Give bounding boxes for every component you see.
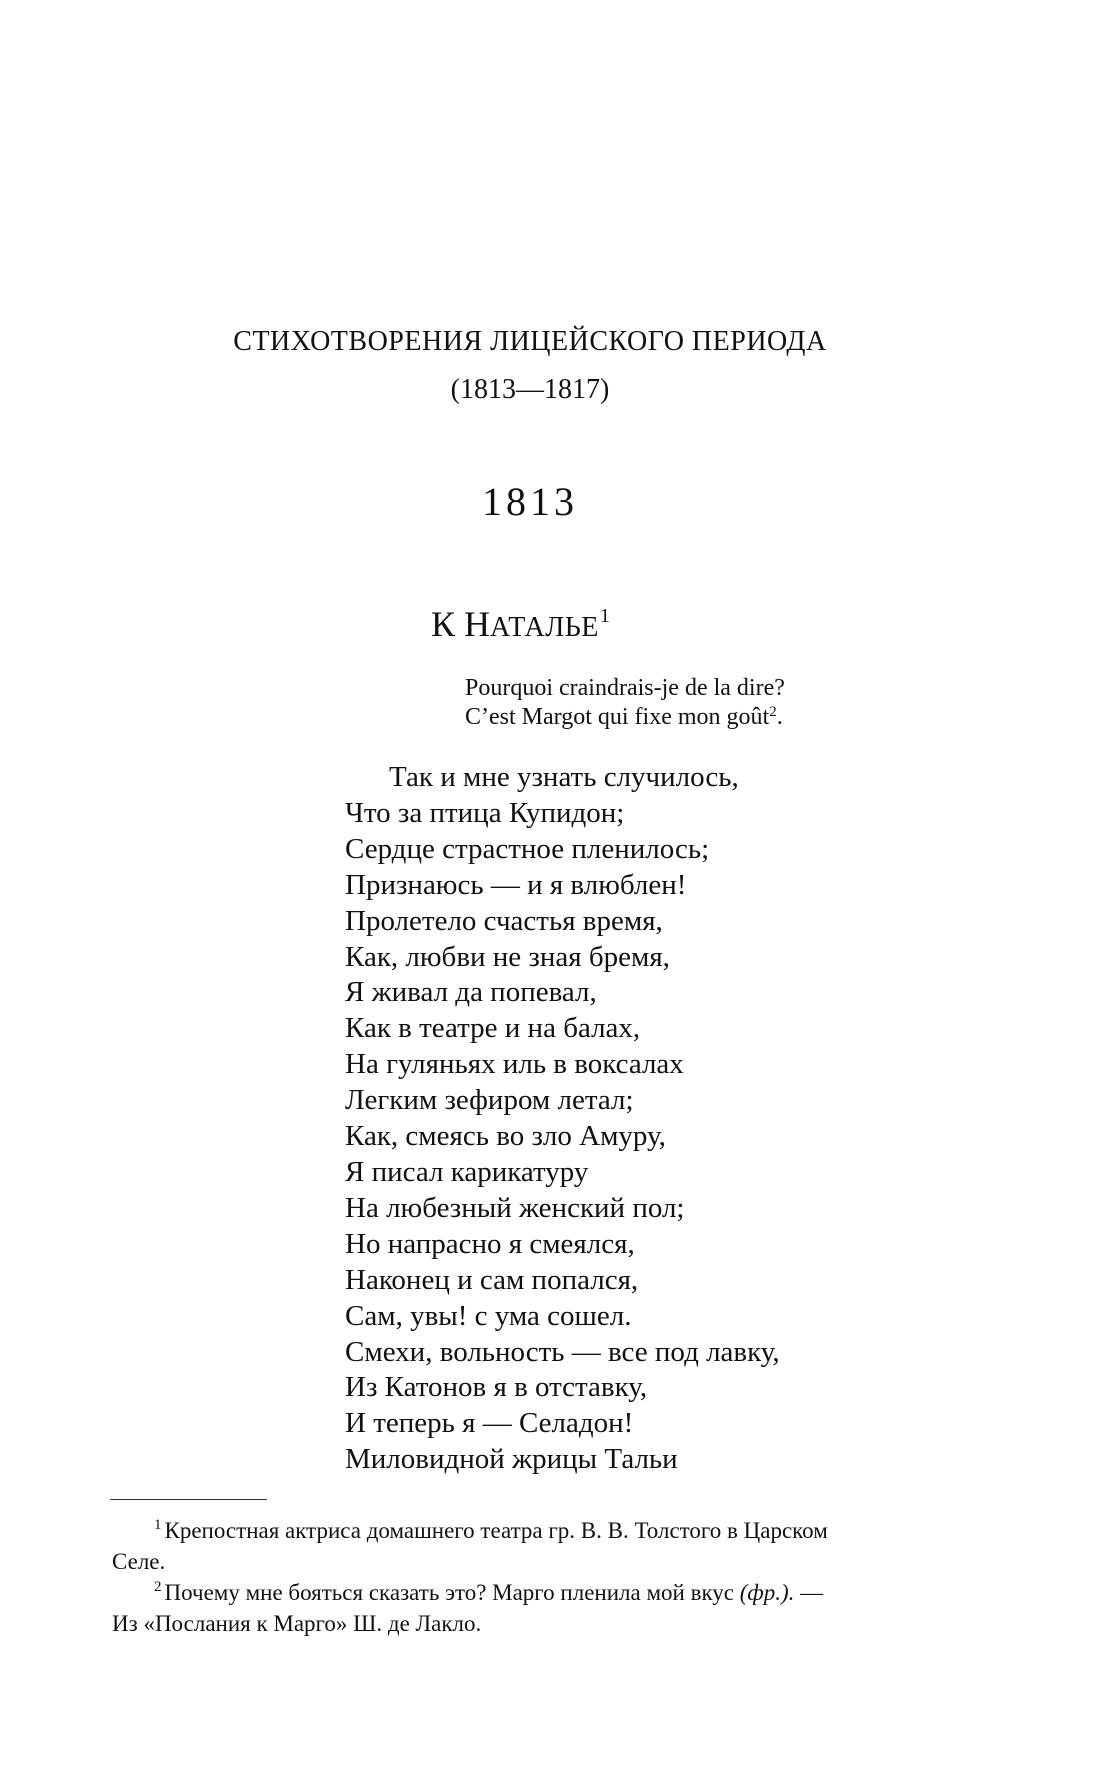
poem-line: На любезный женский пол; bbox=[345, 1191, 685, 1224]
poem-line: И теперь я — Селадон! bbox=[345, 1407, 634, 1440]
footnote-1-line-1 bbox=[112, 1515, 952, 1546]
poem-title-rest: АТАЛЬЕ bbox=[490, 612, 599, 643]
poem-title bbox=[431, 606, 610, 642]
footnote-1-number: 1 bbox=[154, 1517, 162, 1533]
poem-line: Из Катонов я в отставку, bbox=[345, 1371, 648, 1404]
poem-line: Признаюсь — и я влюблен! bbox=[345, 868, 687, 901]
footnote-2-line-2: Из «Послания к Марго» Ш. де Лакло. bbox=[112, 1611, 482, 1636]
year-heading: 1813 bbox=[482, 479, 578, 524]
poem-title-footnote-ref[interactable]: 1 bbox=[599, 605, 610, 627]
poem-title-cap: Н bbox=[464, 604, 491, 644]
poem-line: Как, смеясь во зло Амуру, bbox=[345, 1120, 666, 1153]
poem-line: Легким зефиром летал; bbox=[345, 1084, 634, 1117]
epigraph-line-2 bbox=[465, 703, 785, 732]
epigraph-line-2-text: C’est Margot qui fixe mon goût bbox=[465, 704, 770, 730]
poem-line: Так и мне узнать случилось, bbox=[389, 761, 739, 793]
footnote-2-dash: — bbox=[794, 1580, 824, 1605]
poem-line: Я писал карикатуру bbox=[345, 1155, 589, 1188]
footnote-1-line-2: Селе. bbox=[112, 1549, 166, 1574]
poem-line: Смехи, вольность — все под лавку, bbox=[345, 1335, 780, 1368]
poem-line: Сам, увы! с ума сошел. bbox=[345, 1299, 632, 1332]
section-title: СТИХОТВОРЕНИЯ ЛИЦЕЙСКОГО ПЕРИОДА bbox=[233, 326, 827, 357]
epigraph-line-2-end: . bbox=[776, 704, 783, 730]
epigraph-footnote-ref[interactable]: 2 bbox=[769, 704, 777, 720]
poem-line: Пролетело счастья время, bbox=[345, 904, 663, 937]
poem-line: Я живал да попевал, bbox=[345, 976, 597, 1009]
footnote-divider bbox=[110, 1499, 267, 1500]
epigraph-line-1: Pourquoi craindrais-je de la dire? bbox=[465, 675, 785, 701]
poem-line: Наконец и сам попался, bbox=[345, 1263, 639, 1296]
poem-line: Как, любви не зная бремя, bbox=[345, 940, 670, 973]
footnote-2 bbox=[112, 1577, 952, 1639]
footnote-1-text: Крепостная актриса домашнего театра гр. В. В. Толстого в Царском bbox=[164, 1518, 828, 1543]
footnote-2-line-1 bbox=[112, 1577, 952, 1608]
poem-title-initial: К bbox=[431, 604, 456, 644]
footnote-2-number: 2 bbox=[154, 1579, 162, 1595]
poem-body bbox=[345, 760, 780, 1478]
poem-line: Сердце страстное пленилось; bbox=[345, 832, 710, 865]
poem-line: Как в театре и на балах, bbox=[345, 1012, 641, 1045]
section-years: (1813—1817) bbox=[450, 374, 610, 405]
footnote-2-text: Почему мне бояться сказать это? Марго пленила мой вкус bbox=[164, 1580, 740, 1605]
epigraph bbox=[465, 674, 785, 732]
poem-line: Что за птица Купидон; bbox=[345, 796, 625, 829]
footnote-2-language-note: (фр.). bbox=[739, 1580, 795, 1605]
poem-line: Но напрасно я смеялся, bbox=[345, 1227, 635, 1260]
footnote-1 bbox=[112, 1515, 952, 1577]
footnotes bbox=[112, 1515, 952, 1639]
poem-line: На гуляньях иль в воксалах bbox=[345, 1048, 684, 1081]
poem-line: Миловидной жрицы Тальи bbox=[345, 1443, 678, 1476]
